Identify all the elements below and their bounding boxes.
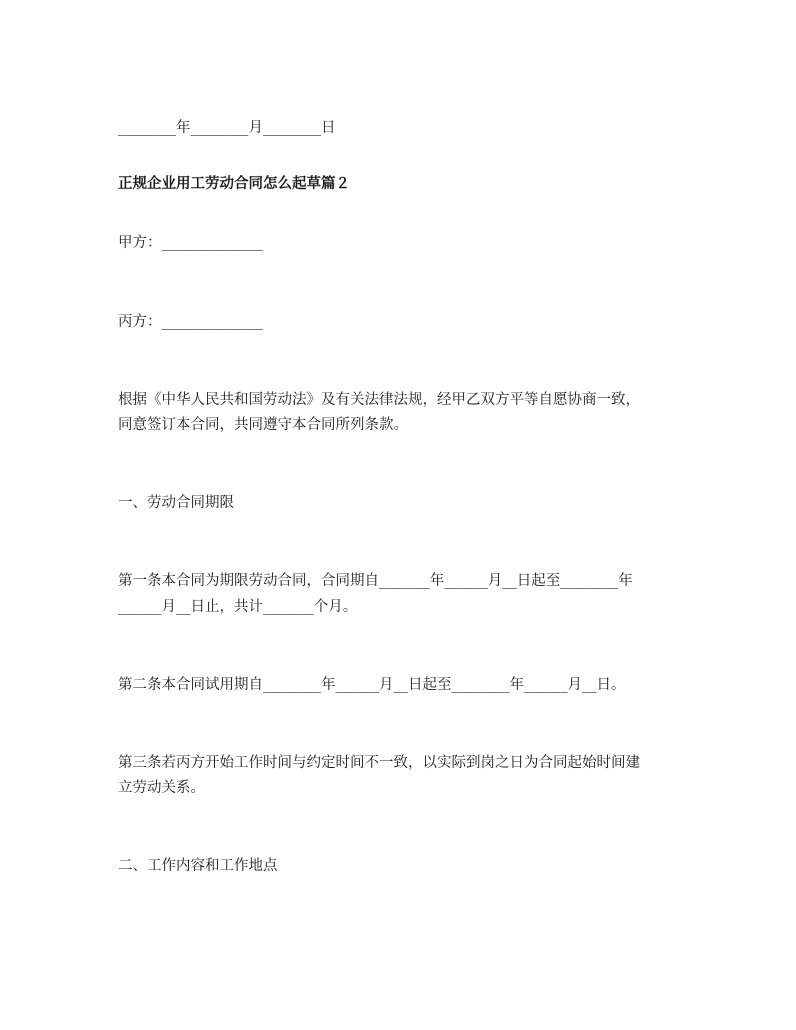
- preamble-line-2: 同意签订本合同，共同遵守本合同所列条款。: [118, 417, 408, 433]
- article-1-line-2: ______月__日止，共计_______个月。: [118, 599, 358, 615]
- heading-work-content: 二、工作内容和工作地点: [118, 858, 278, 874]
- article-2-line: 第二条本合同试用期自________年______月__日起至________年______月__日。: [118, 677, 626, 693]
- article-1-line-1: 第一条本合同为期限劳动合同，合同期自_______年______月__日起至________年: [118, 573, 633, 589]
- preamble-line-1: 根据《中华人民共和国劳动法》及有关法律法规，经甲乙双方平等自愿协商一致，: [118, 392, 640, 408]
- date-line: ________年________月________日: [118, 120, 336, 136]
- party-a-line: 甲方：______________: [118, 235, 263, 251]
- heading-contract-term: 一、劳动合同期限: [118, 495, 234, 511]
- article-3-line-1: 第三条若丙方开始工作时间与约定时间不一致，以实际到岗之日为合同起始时间建: [118, 755, 640, 771]
- party-c-line: 丙方：______________: [118, 314, 263, 330]
- article-3-line-2: 立劳动关系。: [118, 780, 205, 796]
- section-title: 正规企业用工劳动合同怎么起草篇２: [118, 175, 350, 192]
